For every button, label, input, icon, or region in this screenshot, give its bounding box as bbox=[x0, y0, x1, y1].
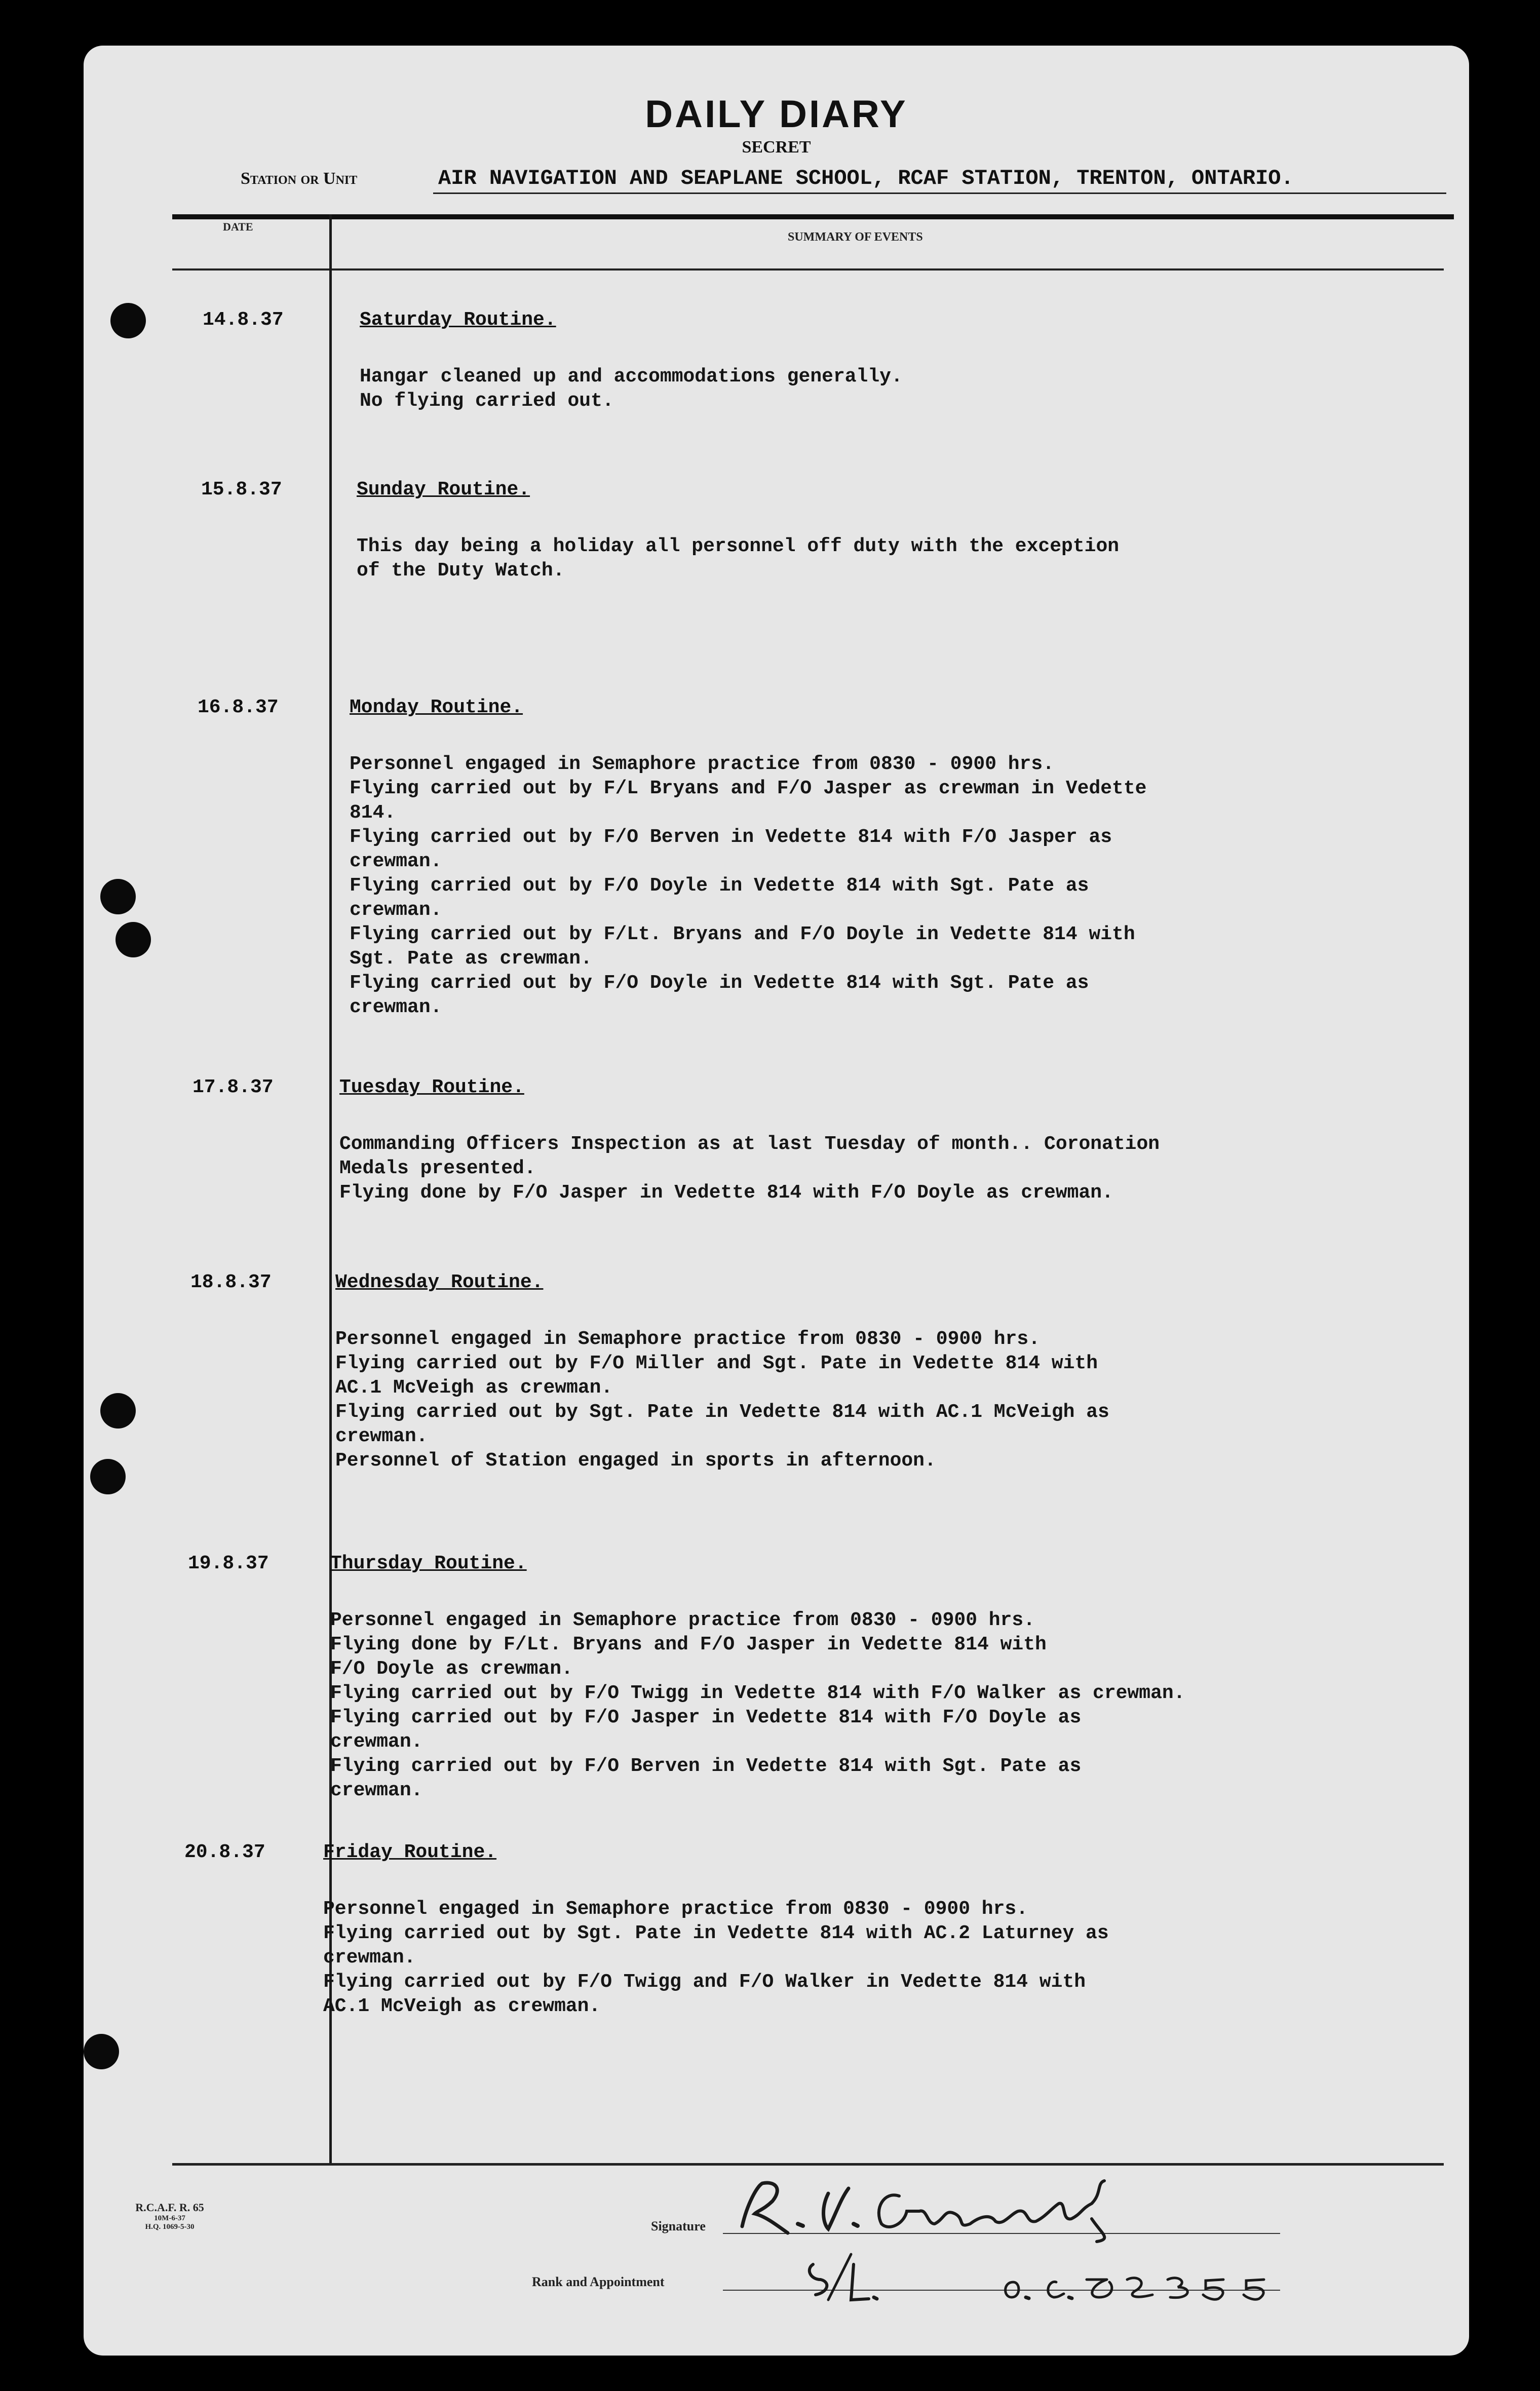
column-divider bbox=[329, 214, 332, 2165]
classification-label: SECRET bbox=[742, 138, 811, 157]
entry-line: crewman. bbox=[350, 996, 442, 1018]
entry-heading: Thursday Routine. bbox=[330, 1553, 527, 1574]
entry-heading: Saturday Routine. bbox=[360, 309, 556, 331]
entry-line: Flying carried out by F/L Bryans and F/O Jasper as crewman in Vedette bbox=[350, 778, 1147, 799]
station-label: Station or Unit bbox=[241, 169, 358, 188]
entry-line: Sgt. Pate as crewman. bbox=[350, 948, 592, 970]
entry-line: AC.1 McVeigh as crewman. bbox=[323, 1995, 601, 2017]
station-underline bbox=[433, 192, 1446, 194]
rank-handwriting bbox=[803, 2244, 1436, 2305]
page-title: DAILY DIARY bbox=[645, 93, 908, 136]
entry-line: Commanding Officers Inspection as at last Tuesday of month.. Coronation bbox=[339, 1133, 1160, 1155]
entry-heading: Monday Routine. bbox=[350, 697, 523, 718]
entry-line: Medals presented. bbox=[339, 1158, 536, 1179]
entry-line: Flying carried out by F/O Doyle in Vedette 814 with Sgt. Pate as bbox=[350, 875, 1089, 897]
entry-body bbox=[335, 1327, 1404, 1473]
form-code-hq: H.Q. 1069-5-30 bbox=[145, 2223, 195, 2231]
entry-line: Flying carried out by Sgt. Pate in Vedette 814 with AC.1 McVeigh as bbox=[335, 1401, 1109, 1423]
entry-line: Personnel engaged in Semaphore practice from 0830 - 0900 hrs. bbox=[350, 753, 1055, 775]
entry-body bbox=[357, 534, 1426, 583]
signature-handwriting bbox=[727, 2173, 1234, 2244]
column-header-summary: SUMMARY OF EVENTS bbox=[788, 230, 923, 244]
entry-date: 17.8.37 bbox=[192, 1076, 274, 1098]
entry-line: Flying carried out by F/O Twigg in Vedette 814 with F/O Walker as crewman. bbox=[330, 1682, 1185, 1704]
form-code-print: 10M-6-37 bbox=[154, 2214, 185, 2222]
rank-label: Rank and Appointment bbox=[532, 2274, 665, 2289]
entry-line: crewman. bbox=[330, 1731, 423, 1753]
entry-line: Personnel engaged in Semaphore practice from 0830 - 0900 hrs. bbox=[323, 1898, 1028, 1920]
entry-body bbox=[330, 1608, 1399, 1803]
header-rule bbox=[172, 214, 1454, 219]
entry-line: crewman. bbox=[350, 899, 442, 921]
entry-line: Flying done by F/Lt. Bryans and F/O Jasper in Vedette 814 with bbox=[330, 1634, 1047, 1655]
signature-label: Signature bbox=[651, 2219, 706, 2233]
entry-body bbox=[339, 1132, 1408, 1205]
entry-body bbox=[350, 752, 1418, 1020]
entry-line: This day being a holiday all personnel off duty with the exception bbox=[357, 535, 1120, 557]
entry-line: crewman. bbox=[330, 1780, 423, 1801]
diary-page bbox=[84, 46, 1469, 2356]
entry-line: Hangar cleaned up and accommodations generally. bbox=[360, 366, 903, 388]
entry-line: Flying carried out by F/O Jasper in Vedette 814 with F/O Doyle as bbox=[330, 1707, 1082, 1728]
entry-line: F/O Doyle as crewman. bbox=[330, 1658, 573, 1680]
station-value: AIR NAVIGATION AND SEAPLANE SCHOOL, RCAF STATION, TRENTON, ONTARIO. bbox=[438, 166, 1294, 190]
form-code-main: R.C.A.F. R. 65 bbox=[135, 2201, 204, 2214]
entry-line: Personnel of Station engaged in sports in afternoon. bbox=[335, 1450, 936, 1472]
entry-date: 19.8.37 bbox=[188, 1553, 269, 1574]
entry-body bbox=[323, 1897, 1392, 2019]
entry-line: Flying carried out by F/O Miller and Sgt. Pate in Vedette 814 with bbox=[335, 1353, 1098, 1374]
punch-hole bbox=[100, 879, 136, 914]
punch-hole bbox=[100, 1393, 136, 1429]
entry-date: 14.8.37 bbox=[203, 309, 284, 331]
punch-hole bbox=[115, 922, 151, 957]
footer-rule bbox=[172, 2163, 1444, 2166]
entry-line: Flying done by F/O Jasper in Vedette 814 with F/O Doyle as crewman. bbox=[339, 1182, 1113, 1204]
entry-line: Flying carried out by F/O Twigg and F/O Walker in Vedette 814 with bbox=[323, 1971, 1086, 1993]
entry-line: Flying carried out by F/O Berven in Vedette 814 with Sgt. Pate as bbox=[330, 1755, 1082, 1777]
entry-heading: Wednesday Routine. bbox=[335, 1271, 544, 1293]
entry-heading: Friday Routine. bbox=[323, 1841, 497, 1863]
entry-body bbox=[360, 365, 1429, 413]
entry-date: 15.8.37 bbox=[201, 479, 282, 500]
entry-date: 20.8.37 bbox=[184, 1841, 265, 1863]
punch-hole bbox=[110, 303, 146, 338]
punch-hole bbox=[90, 1459, 126, 1494]
entry-line: Personnel engaged in Semaphore practice from 0830 - 0900 hrs. bbox=[330, 1609, 1035, 1631]
entry-line: Personnel engaged in Semaphore practice from 0830 - 0900 hrs. bbox=[335, 1328, 1041, 1350]
entry-line: Flying carried out by F/O Doyle in Vedette 814 with Sgt. Pate as bbox=[350, 972, 1089, 994]
entry-line: Flying carried out by F/Lt. Bryans and F/O Doyle in Vedette 814 with bbox=[350, 923, 1135, 945]
entry-heading: Sunday Routine. bbox=[357, 479, 530, 500]
entry-line: crewman. bbox=[350, 851, 442, 872]
form-code bbox=[124, 2201, 215, 2231]
entry-line: AC.1 McVeigh as crewman. bbox=[335, 1377, 613, 1399]
entry-date: 18.8.37 bbox=[190, 1271, 272, 1293]
entry-line: crewman. bbox=[335, 1425, 428, 1447]
column-header-rule bbox=[172, 268, 1444, 271]
entry-line: 814. bbox=[350, 802, 396, 824]
entry-line: No flying carried out. bbox=[360, 390, 614, 412]
entry-date: 16.8.37 bbox=[198, 697, 279, 718]
entry-line: of the Duty Watch. bbox=[357, 560, 565, 582]
entry-line: crewman. bbox=[323, 1947, 416, 1969]
entry-line: Flying carried out by F/O Berven in Vedette 814 with F/O Jasper as bbox=[350, 826, 1112, 848]
entry-line: Flying carried out by Sgt. Pate in Vedette 814 with AC.2 Laturney as bbox=[323, 1922, 1109, 1944]
punch-hole bbox=[84, 2034, 119, 2069]
entry-heading: Tuesday Routine. bbox=[339, 1076, 524, 1098]
column-header-date: DATE bbox=[223, 220, 253, 233]
